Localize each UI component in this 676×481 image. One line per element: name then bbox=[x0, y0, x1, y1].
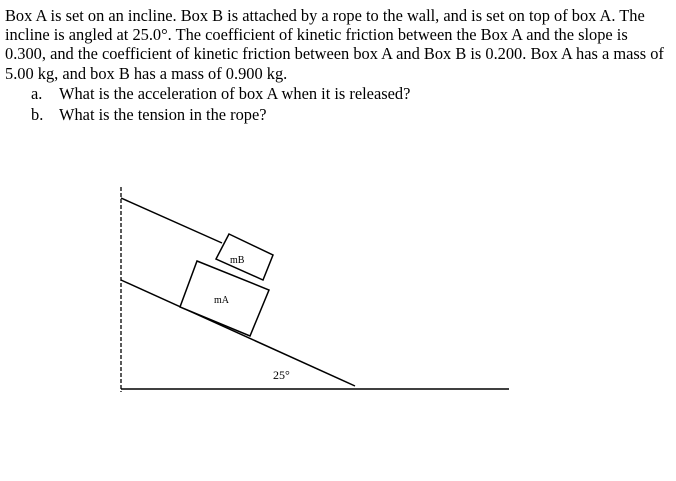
rope bbox=[121, 198, 222, 243]
problem-statement: Box A is set on an incline. Box B is attached by a rope to the wall, and is set on top of box A. The incline is angled at 25.0°. The coefficient of kinetic friction between the Box A and the slope is 0.300, and the coefficient of kinetic friction between box A and Box B is 0.200. Box A has a mass of 5.00 kg, and box B has a mass of 0.900 kg. bbox=[5, 6, 664, 83]
question-a-text: What is the acceleration of box A when it is released? bbox=[59, 83, 411, 103]
box-a-label: mA bbox=[214, 295, 229, 306]
question-b-label: b. bbox=[31, 104, 44, 124]
box-b-label: mB bbox=[230, 255, 245, 266]
angle-label: 25° bbox=[273, 368, 290, 382]
question-b-text: What is the tension in the rope? bbox=[59, 104, 267, 124]
question-a-label: a. bbox=[31, 83, 43, 103]
